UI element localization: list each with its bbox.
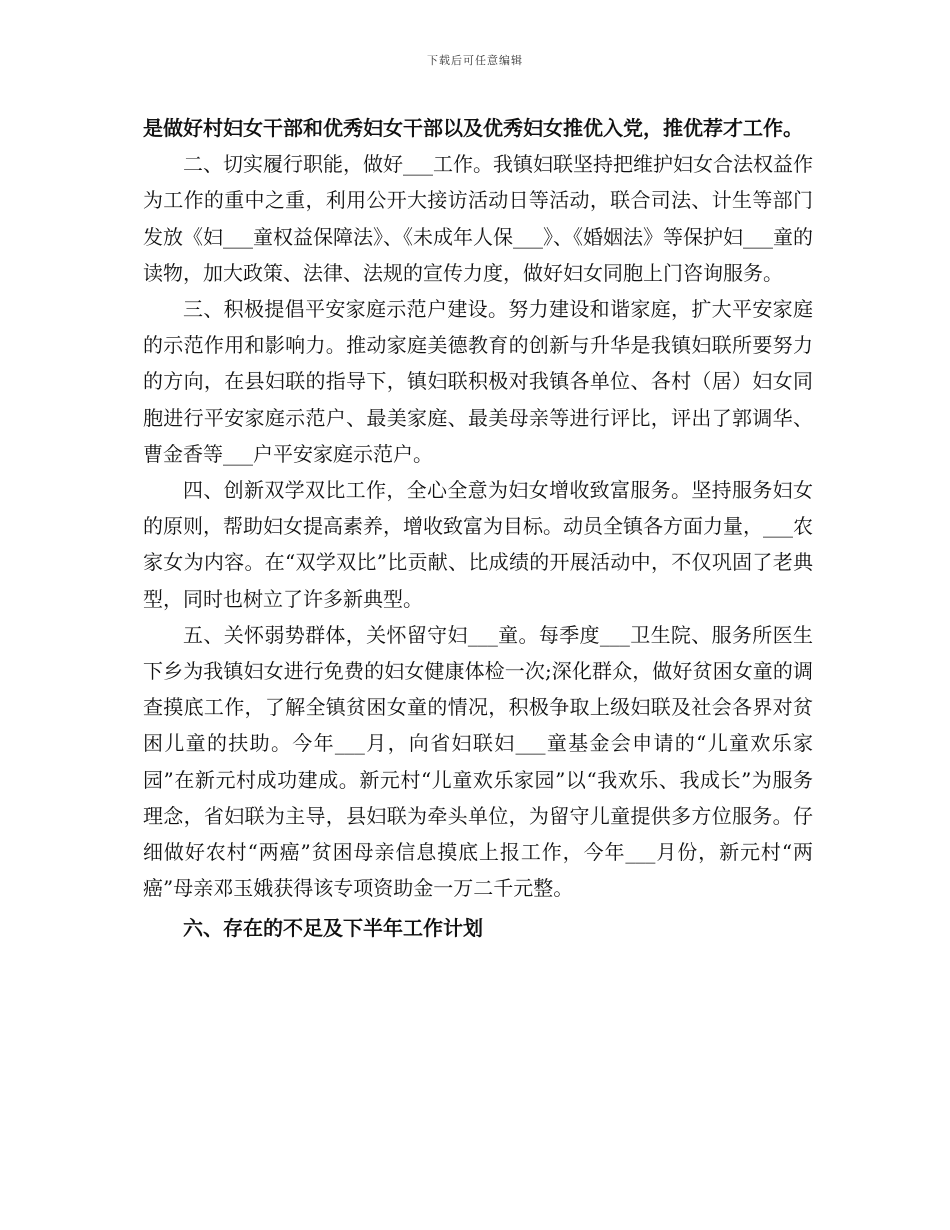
section-heading-6: 六、存在的不足及下半年工作计划 (183, 916, 483, 941)
paragraph-section-3: 三、积极提倡平安家庭示范户建设。努力建设和谐家庭，扩大平安家庭的示范作用和影响力。推动家庭美德教育的创新与升华是我镇妇联所要努力的方向，在县妇联的指导下，镇妇联积极对我镇各单位、各村（居）妇女同胞进行平安家庭示范户、最美家庭、最美母亲等进行评比，评出了郭调华、曹金香等___户平安家庭示范户。 (143, 297, 813, 466)
document-body (143, 110, 813, 946)
paragraph-section-5: 五、关怀弱势群体，关怀留守妇___童。每季度___卫生院、服务所医生下乡为我镇妇女进行免费的妇女健康体检一次;深化群众，做好贫困女童的调查摸底工作，了解全镇贫困女童的情况，积极争取上级妇联及社会各界对贫困儿童的扶助。今年___月，向省妇联妇___童基金会申请的“儿童欢乐家园”在新元村成功建成。新元村“儿童欢乐家园”以“我欢乐、我成长”为服务理念，省妇联为主导，县妇联为牵头单位，为留守儿童提供多方位服务。仔细做好农村“两癌”贫困母亲信息摸底上报工作，今年___月份，新元村“两癌”母亲邓玉娥获得该专项资助金一万二千元整。 (143, 622, 813, 901)
paragraph-section-2: 二、切实履行职能，做好___工作。我镇妇联坚持把维护妇女合法权益作为工作的重中之重，利用公开大接访活动日等活动，联合司法、计生等部门发放《妇___童权益保障法》、《未成年人保___》、《婚姻法》等保护妇___童的读物，加大政策、法律、法规的宣传力度，做好妇女同胞上门咨询服务。 (143, 152, 813, 285)
page-header: 下载后可任意编辑 (427, 54, 523, 67)
paragraph-section-4: 四、创新双学双比工作，全心全意为妇女增收致富服务。坚持服务妇女的原则，帮助妇女提高素养，增收致富为目标。动员全镇各方面力量，___农家女为内容。在“双学双比”比贡献、比成绩的开展活动中，不仅巩固了老典型，同时也树立了许多新典型。 (143, 478, 813, 611)
paragraph-continuation: 是做好村妇女干部和优秀妇女干部以及优秀妇女推优入党，推优荐才工作。 (143, 116, 803, 140)
